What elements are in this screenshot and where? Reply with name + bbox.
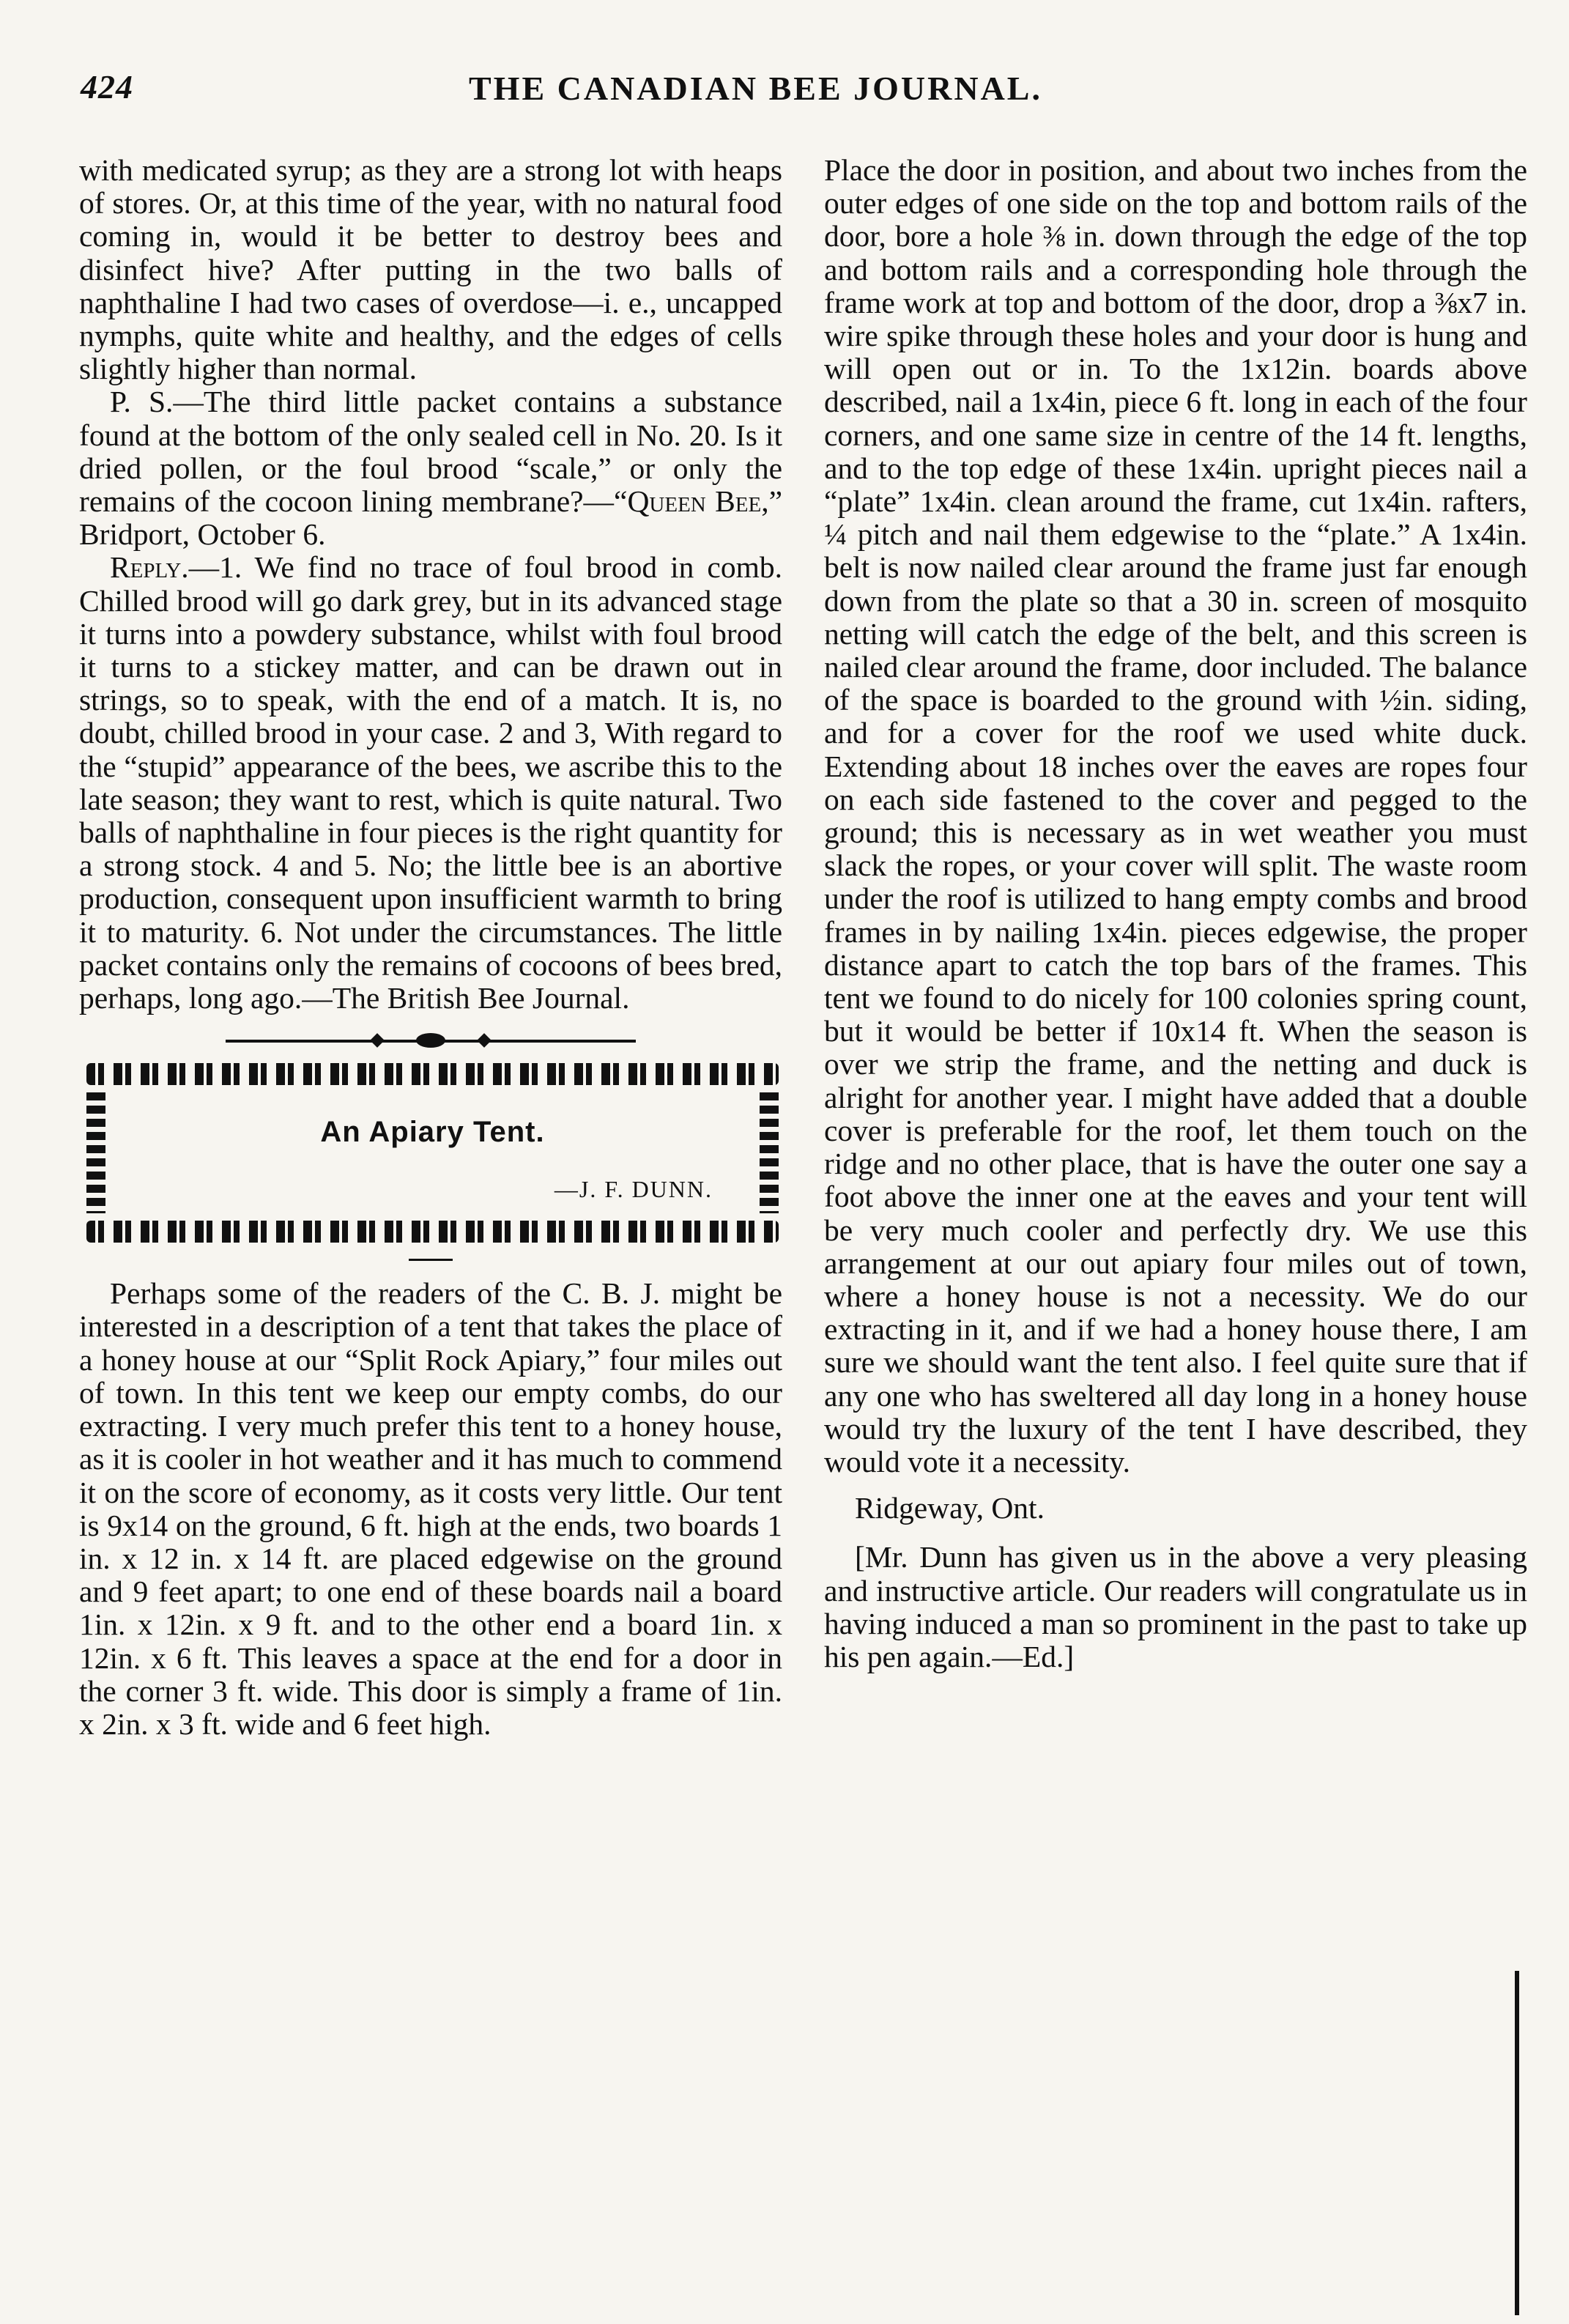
article-author: —J. F. DUNN.	[554, 1176, 713, 1203]
signature: “Queen Bee,”	[614, 484, 782, 519]
postscript-text: P. S.—The third little packet contains a substance found at the bottom of the only sealed cell in No. 20. Is it dried pollen, or the foul brood “scale,” or only the remains of the cocoon lining membrane?—	[79, 385, 782, 519]
left-column	[79, 154, 782, 1741]
page-number: 424	[81, 68, 133, 106]
ornament-diamond-left	[370, 1033, 385, 1048]
reply-label: Reply.	[110, 550, 189, 585]
article-title: An Apiary Tent.	[320, 1116, 545, 1149]
article-paragraph: Place the door in position, and about two inches from the outer edges of one side on the top and bottom rails of the door, bore a hole ⅜ in. down through the edge of the top and bottom rails and a corresponding hole through the frame work at top and bottom of the door, drop a ⅜x7 in. wire spike through these holes and your door is hung and will open out or in. To the 1x12in. boards above described, nail a 1x4in, piece 6 ft. long in each of the four corners, and one same size in centre of the 14 ft. lengths, and to the top edge of these 1x4in. upright pieces nail a “plate” 1x4in. clean around the frame, cut 1x4in. rafters, ¼ pitch and nail them edgewise to the “plate.” A 1x4in. belt is now nailed clear around the frame just far enough down from the plate so that a 30 in. screen of mosquito netting will catch the edge of the belt, and this screen is nailed clear around the frame, door included. The balance of the space is boarded to the ground with ½in. siding, and for a cover for the roof we used white duck. Extending about 18 inches over the eaves are ropes four on each side fastened to the cover and pegged to the ground; this is necessary as in wet weather you must slack the ropes, or your cover will split. The waste room under the roof is utilized to hang empty combs and brood frames in by nailing 1x4in. pieces edgewise, the proper distance apart to catch the top bars of the frames. This tent we found to do nicely for 100 colonies spring count, but it would be better if 10x14 ft. When the season is over we strip the frame, and the netting and duck is alright for another year. I might have added that a double cover is preferable for the roof, let them touch on the ridge and no other place, that is have the outer one say a foot above the inner one at the eaves and your tent will be very much cooler and perfectly dry. We use this arrangement at our out apiary four miles out of town, where a honey house is not a necessity. We do our extracting in it, and if we had a honey house there, I am sure we should want the tent also. I feel quite sure that if any one who has sweltered all day long in a honey house would try the luxury of the tent I have described, they would vote it a necessity.	[824, 153, 1527, 1479]
ornamental-rule	[226, 1040, 636, 1051]
postscript-paragraph	[79, 385, 782, 551]
decorative-border-top	[86, 1063, 779, 1085]
right-column	[824, 154, 1527, 1673]
article-paragraph: Perhaps some of the readers of the C. B. J. might be interested in a description of a tent that takes the place of a honey house at our “Split Rock Apiary,” four miles out of town. In this tent we keep our empty combs, do our extracting. I very much prefer this tent to a honey house, as it is cooler in hot weather and it has much to commend it on the score of economy, as it costs very little. Our tent is 9x14 on the ground, 6 ft. high at the ends, two boards 1 in. x 12 in. x 14 ft. are placed edgewise on the ground and 9 feet apart; to one end of these boards nail a board 1in. x 12in. x 9 ft. and to the other end a board 1in. x 12in. x 6 ft. This leaves a space at the end for a door in the corner 3 ft. wide. This door is simply a frame of 1in. x 2in. x 3 ft. wide and 6 feet high.	[79, 1276, 782, 1741]
reply-text: —1. We find no trace of foul brood in comb. Chilled brood will go dark grey, but in its advanced stage it turns into a powdery substance, whilst with foul brood it turns to a stickey matter, and can be drawn out in strings, so to speak, with the end of a match. It is, no doubt, chilled brood in your case. 2 and 3, With regard to the “stupid” appearance of the bees, we ascribe this to the late season; they want to rest, which is quite natural. Two balls of naphthaline in four pieces is the right quantity for a strong stock. 4 and 5. No; the little bee is an abortive production, consequent upon insufficient warmth to bring it to maturity. 6. Not under the circumstances. The little packet contains only the remains of cocoons of bees bred, perhaps, long ago.—The British Bee Journal.	[79, 550, 782, 1015]
signature-place: Bridport, October 6.	[79, 517, 326, 552]
dateline: Ridgeway, Ont.	[855, 1491, 1045, 1525]
page-header	[81, 67, 1524, 119]
short-divider	[409, 1259, 453, 1261]
decorative-border-left	[86, 1092, 105, 1213]
page-edge-mark	[1515, 1971, 1519, 2315]
ornament-center	[416, 1033, 445, 1048]
paragraph: with medicated syrup; as they are a strong lot with heaps of stores. Or, at this time of the year, with no natural food coming in, would it be better to destroy bees and disinfect hive? After putting in the two balls of naphthaline I had two cases of overdose—i. e., uncapped nymphs, quite white and healthy, and the edges of cells slightly higher than normal.	[79, 153, 782, 386]
decorative-border-bottom	[86, 1221, 779, 1243]
article-title-box	[86, 1063, 779, 1243]
decorative-border-right	[760, 1092, 779, 1213]
ornament-diamond-right	[477, 1033, 492, 1048]
journal-title: THE CANADIAN BEE JOURNAL.	[469, 70, 1042, 107]
reply-paragraph	[79, 551, 782, 1015]
editor-note: [Mr. Dunn has given us in the above a very pleasing and instructive article. Our readers will congratulate us in having induced a man so prominent in the past to take up his pen again.—Ed.]	[824, 1540, 1527, 1673]
